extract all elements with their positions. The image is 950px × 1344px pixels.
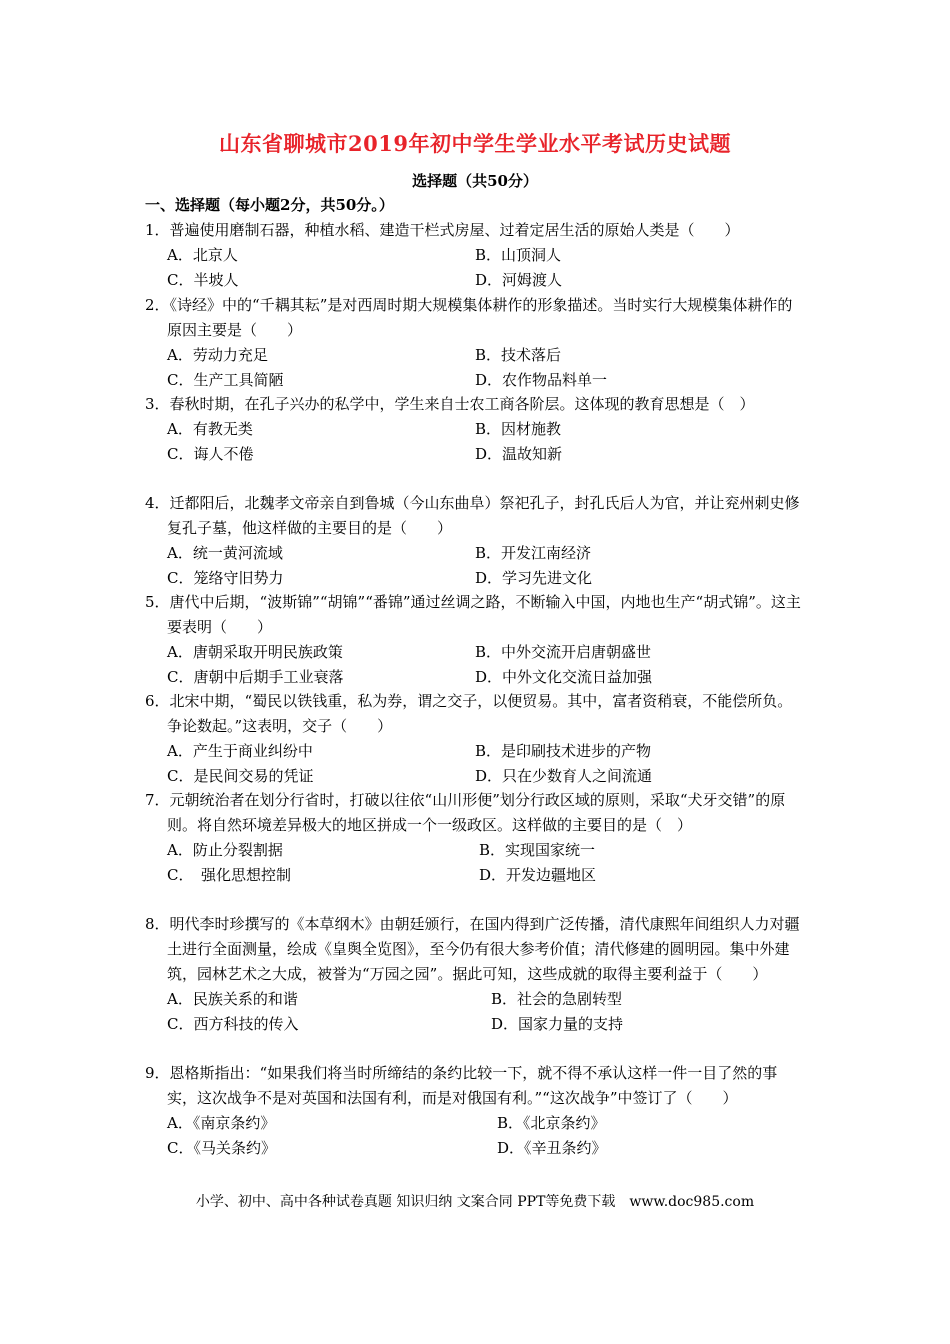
option-d: D．《辛丑条约》 — [497, 1139, 607, 1157]
option-b: B．《北京条约》 — [497, 1114, 606, 1132]
option-a: A．有教无类 — [167, 420, 253, 438]
question-options — [167, 541, 807, 591]
option-c: C．半坡人 — [167, 271, 239, 289]
page-title: 山东省聊城市2019年初中学生学业水平考试历史试题 — [219, 131, 731, 156]
question-options — [167, 987, 807, 1037]
question-2 — [145, 293, 807, 393]
question-stem: 5．唐代中后期，“波斯锦”“胡锦”“番锦”通过丝调之路，不断输入中国，内地也生产“胡式锦”。这主要表明（ ） — [145, 593, 801, 636]
option-d: D．河姆渡人 — [475, 271, 563, 289]
option-b: B．因材施教 — [475, 420, 562, 438]
question-options — [167, 417, 807, 467]
option-d: D．农作物品料单一 — [475, 371, 608, 389]
question-5 — [145, 590, 807, 690]
option-d: D．温故知新 — [475, 445, 563, 463]
option-a: A．唐朝采取开明民族政策 — [167, 643, 343, 661]
page-footer: 小学、初中、高中各种试卷真题 知识归纳 文案合同 PPT等免费下载 www.doc985.com — [195, 1194, 755, 1210]
question-9 — [145, 1061, 807, 1161]
option-a: A．民族关系的和谐 — [167, 990, 298, 1008]
option-c: C．《马关条约》 — [167, 1139, 276, 1157]
question-stem: 8．明代李时珍撰写的《本草纲木》由朝廷颁行，在国内得到广泛传播，清代康熙年间组织人力对疆土进行全面测量，绘成《皇舆全览图》，至今仍有很大参考价值；清代修建的圆明园。集中外建筑，园林艺术之大成，被誉为“万园之园”。据此可知，这些成就的取得主要利益于（ ） — [145, 915, 800, 983]
option-d: D．学习先进文化 — [475, 569, 593, 587]
question-1 — [145, 218, 807, 293]
question-stem: 4．迁都阳后，北魏孝文帝亲自到鲁城（今山东曲阜）祭祀孔子，封孔氏后人为官，并让兖州刺史修复孔子墓，他这样做的主要目的是（ ） — [145, 494, 800, 537]
option-a: A．产生于商业纠纷中 — [167, 742, 313, 760]
option-c: C．生产工具简陋 — [167, 371, 284, 389]
question-3 — [145, 392, 807, 467]
question-options — [167, 243, 807, 293]
section-subtitle: 选择题（共50分） — [412, 172, 538, 190]
question-stem: 6．北宋中期，“蜀民以铁钱重，私为券，谓之交子，以便贸易。其中，富者资稍衰，不能偿所负。争论数起。”这表明，交子（ ） — [145, 692, 793, 735]
option-a: A．防止分裂割据 — [167, 841, 283, 859]
option-a: A．劳动力充足 — [167, 346, 268, 364]
option-a: A．北京人 — [167, 246, 238, 264]
option-a: A．统一黄河流域 — [167, 544, 283, 562]
question-stem: 9．恩格斯指出：“如果我们将当时所缔结的条约比较一下，就不得不承认这样一件一目了然的事实，这次战争不是对英国和法国有利，而是对俄国有利。”“这次战争”中签订了（ ） — [145, 1064, 778, 1107]
question-options — [167, 343, 807, 393]
option-a: A．《南京条约》 — [167, 1114, 276, 1132]
option-b: B．技术落后 — [475, 346, 562, 364]
question-options — [167, 838, 807, 888]
question-options — [167, 640, 807, 690]
question-stem: 3．春秋时期，在孔子兴办的私学中，学生来自士农工商各阶层。这体现的教育思想是（ ） — [145, 395, 755, 413]
option-c: C．西方科技的传入 — [167, 1015, 299, 1033]
option-c: C．笼络守旧势力 — [167, 569, 284, 587]
option-c: C．唐朝中后期手工业衰落 — [167, 668, 344, 686]
option-c: C．是民间交易的凭证 — [167, 767, 314, 785]
question-8 — [145, 912, 807, 1037]
question-6 — [145, 689, 807, 789]
option-d: D．国家力量的支持 — [491, 1015, 624, 1033]
option-b: B．是印刷技术进步的产物 — [475, 742, 652, 760]
option-d: D．只在少数育人之间流通 — [475, 767, 653, 785]
question-options — [167, 739, 807, 789]
option-d: D．开发边疆地区 — [479, 866, 597, 884]
option-b: B．实现国家统一 — [479, 841, 596, 859]
option-c: C．诲人不倦 — [167, 445, 254, 463]
option-b: B．社会的急剧转型 — [491, 990, 623, 1008]
section-heading: 一、选择题（每小题2分，共50分。） — [145, 196, 394, 214]
option-c: C． 强化思想控制 — [167, 866, 291, 884]
question-options — [167, 1111, 807, 1161]
question-stem: 2．《诗经》中的“千耦其耘”是对西周时期大规模集体耕作的形象描述。当时实行大规模集体耕作的原因主要是（ ） — [145, 296, 793, 339]
option-d: D．中外文化交流日益加强 — [475, 668, 653, 686]
question-4 — [145, 491, 807, 591]
question-stem: 1．普遍使用磨制石器，种植水稻、建造干栏式房屋、过着定居生活的原始人类是（ ） — [145, 221, 740, 239]
option-b: B．开发江南经济 — [475, 544, 592, 562]
question-stem: 7．元朝统治者在划分行省时，打破以往依“山川形便”划分行政区域的原则，采取“犬牙交错”的原则。将自然环境差异极大的地区拼成一个一级政区。这样做的主要目的是（ ） — [145, 791, 786, 834]
option-b: B．山顶洞人 — [475, 246, 562, 264]
option-b: B．中外交流开启唐朝盛世 — [475, 643, 652, 661]
question-7 — [145, 788, 807, 888]
